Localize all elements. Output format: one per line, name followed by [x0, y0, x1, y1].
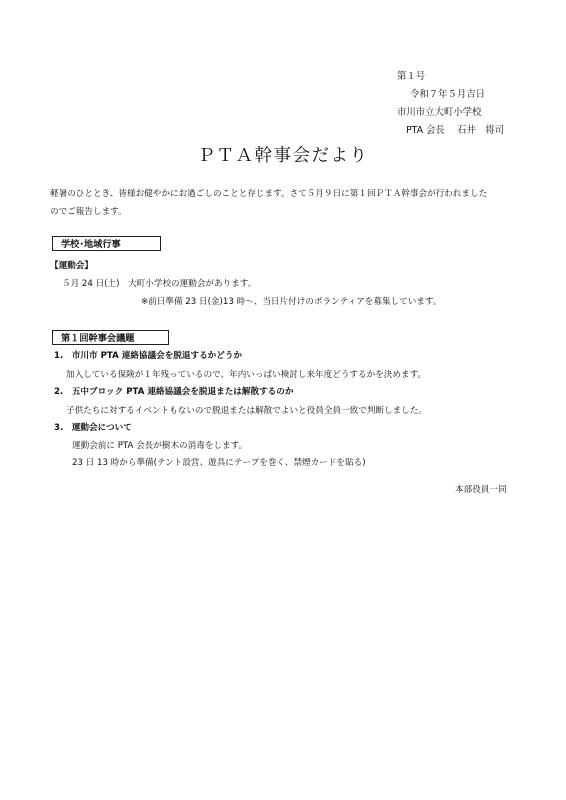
agenda-item-title: 2. 五中ブロック PTA 連絡協議会を脱退または解散するのか [54, 387, 294, 397]
agenda-item-body: 加入している保険が１年残っているので、年内いっぱい検討し来年度どうするかを決めます。 [66, 370, 427, 380]
intro-line-1: 軽暑のひととき、皆様お健やかにお過ごしのことと存じます。さて５月９日に第１回ＰＴＡ幹事会が行われました [50, 189, 488, 199]
agenda-item-body: 運動会前に PTA 会長が樹木の消毒をします。 [72, 441, 248, 451]
intro-line-2: のでご報告します。 [50, 207, 127, 217]
agenda-item-title: 1. 市川市 PTA 連絡協議会を脱退するかどうか [54, 351, 243, 361]
signature: 本部役員一同 [455, 485, 507, 495]
issue-number: 第１号 [397, 71, 426, 82]
page-title: ＰＴＡ幹事会だより [197, 146, 369, 166]
school-name: 市川市立大町小学校 [397, 107, 482, 118]
agenda-item-title: 3. 運動会について [54, 423, 132, 433]
subheading-sports-day: 【運動会】 [50, 261, 93, 271]
issue-date: 令和７年５月吉日 [410, 89, 486, 100]
section-heading-agenda: 第１回幹事会議題 [52, 330, 169, 345]
agenda-item-body: 23 日 13 時から準備(テント設営、遊具にテープを巻く、禁煙カードを貼る) [72, 458, 366, 468]
author: PTA 会長 石井 将司 [406, 125, 505, 136]
agenda-item-body: 子供たちに対するイベントもないので脱退または解散でよいと役員全員一致で判断しました。 [66, 406, 427, 416]
sports-day-note: ※前日準備 23 日(金)13 時～、当日片付けのボランティアを募集しています。 [141, 297, 442, 307]
section-heading-events: 学校･地域行事 [52, 236, 161, 251]
sports-day-event: ５月 24 日(土) 大町小学校の運動会があります。 [62, 279, 257, 289]
